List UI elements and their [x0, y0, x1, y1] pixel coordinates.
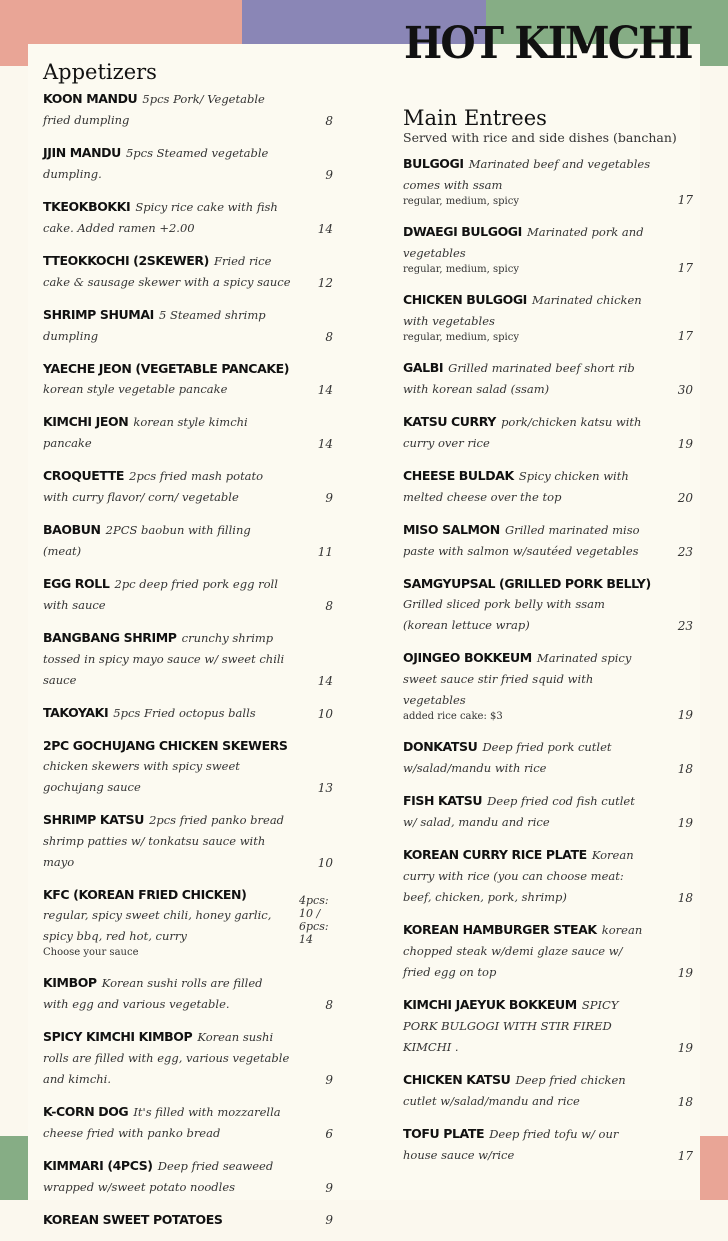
menu-item-price: 8	[325, 998, 333, 1012]
menu-item-text	[43, 465, 291, 507]
menu-item-name: DONKATSU	[403, 739, 478, 754]
menu-item-name: KOREAN SWEET POTATOES	[43, 1212, 223, 1227]
menu-item-text	[403, 994, 651, 1057]
menu-item-text	[43, 573, 291, 615]
menu-item-price: 19	[677, 966, 693, 980]
menu-item-name: DWAEGI BULGOGI	[403, 224, 522, 239]
menu-item	[43, 465, 333, 507]
menu-item-text	[403, 465, 651, 507]
restaurant-title: HOT KIMCHI	[404, 18, 692, 69]
menu-item	[43, 972, 333, 1014]
menu-item-name: TKEOKBOKKI	[43, 199, 131, 214]
menu-item-text	[43, 304, 291, 346]
menu-item-name: KIMCHI JEON	[43, 414, 129, 429]
entrees-subheading: Served with rice and side dishes (banchan)	[403, 130, 677, 145]
menu-item-price: 9	[325, 1181, 333, 1195]
menu-item	[43, 809, 333, 872]
menu-item-price: 6	[325, 1127, 333, 1141]
menu-item-description: 2pcs fried mash potato with curry flavor/ corn/ vegetable	[43, 469, 264, 504]
menu-item-price: 11	[317, 545, 333, 559]
menu-item-description: Spicy rice cake with fish cake. Added ramen +2.00	[43, 200, 278, 235]
menu-item-price: 18	[677, 1095, 693, 1109]
menu-item-price: 30	[677, 383, 693, 397]
menu-item-price: 19	[677, 1041, 693, 1055]
menu-item-description: Grilled sliced pork belly with ssam (korean lettuce wrap)	[403, 597, 605, 632]
menu-item	[43, 304, 333, 346]
menu-item	[43, 411, 333, 453]
menu-item-note: regular, medium, spicy	[403, 264, 520, 275]
menu-item-text	[43, 250, 291, 292]
menu-item	[43, 627, 333, 690]
menu-item-name: BAOBUN	[43, 522, 101, 537]
menu-item-price: 18	[677, 762, 693, 776]
menu-item-name: KFC (KOREAN FRIED CHICKEN)	[43, 887, 247, 902]
menu-item	[403, 736, 693, 778]
menu-item	[43, 1209, 333, 1229]
menu-item	[403, 465, 693, 507]
menu-item-description: Marinated spicy sweet sauce stir fried squid with vegetables	[403, 651, 632, 707]
menu-item-name: KIMBOP	[43, 975, 97, 990]
menu-item-description: Korean sushi rolls are filled with egg, various vegetable and kimchi.	[43, 1030, 290, 1086]
menu-item-name: SHRIMP SHUMAI	[43, 307, 154, 322]
menu-item-text	[43, 1209, 291, 1229]
menu-item-text	[403, 1069, 651, 1111]
menu-item	[43, 1155, 333, 1197]
menu-item-price: 13	[317, 781, 333, 795]
menu-item-text	[403, 1123, 651, 1165]
menu-item	[403, 411, 693, 453]
menu-item-description: It's filled with mozzarella cheese fried with panko bread	[43, 1105, 281, 1140]
menu-item-price: 17	[677, 193, 693, 207]
menu-item	[403, 1123, 693, 1165]
entrees-column	[403, 106, 693, 1177]
menu-item-price: 19	[677, 437, 693, 451]
menu-item-price: 17	[677, 329, 693, 343]
menu-item	[403, 573, 693, 635]
menu-item-name: SAMGYUPSAL (GRILLED PORK BELLY)	[403, 576, 651, 591]
menu-item-name: CHEESE BULDAK	[403, 468, 514, 483]
menu-item-name: YAECHE JEON (VEGETABLE PANCAKE)	[43, 361, 290, 376]
menu-item-price: 14	[317, 222, 333, 236]
menu-item	[43, 702, 333, 723]
menu-item-description: 2pc deep fried pork egg roll with sauce	[43, 577, 278, 612]
menu-item-price: 19	[677, 708, 693, 722]
menu-item	[43, 1026, 333, 1089]
menu-item-price: 9	[325, 168, 333, 182]
menu-item-price: 14	[317, 383, 333, 397]
menu-item-name: BANGBANG SHRIMP	[43, 630, 177, 645]
menu-item-price: 20	[677, 491, 693, 505]
menu-item-name: K-CORN DOG	[43, 1104, 129, 1119]
menu-item-price: 9	[325, 1213, 333, 1227]
menu-item-description: korean style kimchi pancake	[43, 415, 248, 450]
menu-item-price: 23	[677, 619, 693, 633]
menu-item-name: OJINGEO BOKKEUM	[403, 650, 532, 665]
menu-item-price: 14	[317, 437, 333, 451]
appetizers-heading: Appetizers	[43, 60, 157, 84]
menu-item	[43, 573, 333, 615]
menu-item	[43, 196, 333, 238]
menu-item-text	[403, 519, 651, 561]
menu-item	[43, 1101, 333, 1143]
menu-item-text	[43, 1101, 291, 1143]
menu-item-price: 17	[677, 1149, 693, 1163]
menu-item-text	[43, 411, 291, 453]
menu-item-note: added rice cake: $3	[403, 711, 503, 722]
menu-item	[43, 735, 333, 797]
menu-item	[43, 519, 333, 561]
menu-item-description: 5pcs Pork/ Vegetable fried dumpling	[43, 92, 265, 127]
menu-item-text	[43, 1026, 291, 1089]
menu-item-description: pork/chicken katsu with curry over rice	[403, 415, 642, 450]
menu-item-description: Deep fried chicken cutlet w/salad/mandu and rice	[403, 1073, 626, 1108]
menu-item-description: Deep fried seaweed wrapped w/sweet potato noodles	[43, 1159, 274, 1194]
menu-item	[403, 357, 693, 399]
menu-item-description: 2pcs fried panko bread shrimp patties w/ tonkatsu sauce with mayo	[43, 813, 285, 869]
menu-item-name: SHRIMP KATSU	[43, 812, 144, 827]
menu-item-price: 17	[677, 261, 693, 275]
menu-item-name: FISH KATSU	[403, 793, 483, 808]
menu-item-description: regular, spicy sweet chili, honey garlic, spicy bbq, red hot, curry	[43, 908, 272, 943]
menu-item-price: 8	[325, 599, 333, 613]
menu-item	[403, 647, 693, 724]
menu-item-description: 2PCS baobun with filling (meat)	[43, 523, 251, 558]
menu-item	[43, 142, 333, 184]
menu-item-name: CHICKEN KATSU	[403, 1072, 511, 1087]
menu-item-text	[403, 411, 651, 453]
menu-item-price: 14	[317, 674, 333, 688]
menu-item-description: Korean curry with rice (you can choose meat: beef, chicken, pork, shrimp)	[403, 848, 634, 904]
menu-item-name: GALBI	[403, 360, 444, 375]
menu-item-text	[43, 1155, 291, 1197]
appetizers-column	[43, 60, 333, 1241]
menu-item-price: 8	[325, 330, 333, 344]
menu-item-description: 5 Steamed shrimp dumpling	[43, 308, 266, 343]
menu-item-price: 12	[317, 276, 333, 290]
menu-item	[403, 519, 693, 561]
menu-item-price: 18	[677, 891, 693, 905]
menu-item-description: Marinated pork and vegetables	[403, 225, 644, 260]
menu-item-description: korean style vegetable pancake	[43, 382, 228, 396]
menu-item-description: Fried rice cake & sausage skewer with a spicy sauce	[43, 254, 291, 289]
menu-item-name: MISO SALMON	[403, 522, 500, 537]
menu-item	[403, 994, 693, 1057]
menu-item-text	[403, 221, 651, 277]
menu-item-text	[43, 519, 291, 561]
menu-item-description: Deep fried cod fish cutlet w/ salad, mandu and rice	[403, 794, 635, 829]
menu-item-text	[43, 627, 291, 690]
menu-item-note: regular, medium, spicy	[403, 332, 520, 343]
menu-item-description: chicken skewers with spicy sweet gochujang sauce	[43, 759, 240, 794]
menu-item	[403, 153, 693, 209]
menu-item-price: 10	[317, 856, 333, 870]
menu-item-name: KOREAN HAMBURGER STEAK	[403, 922, 597, 937]
menu-item	[403, 844, 693, 907]
menu-item-text	[403, 844, 651, 907]
menu-item-name: SPICY KIMCHI KIMBOP	[43, 1029, 193, 1044]
menu-item-text	[403, 647, 651, 724]
menu-item-description: Grilled marinated miso paste with salmon w/sautéed vegetables	[403, 523, 640, 558]
menu-item	[43, 250, 333, 292]
menu-item-text	[403, 357, 651, 399]
menu-item-text	[403, 289, 651, 345]
menu-item-name: BULGOGI	[403, 156, 464, 171]
menu-item	[43, 358, 333, 399]
menu-item-price: 9	[325, 491, 333, 505]
menu-item-text	[43, 358, 291, 399]
entrees-list	[403, 153, 693, 1165]
menu-item-note: Choose your sauce	[43, 947, 139, 958]
menu-item-name: KIMMARI (4PCS)	[43, 1158, 153, 1173]
menu-item	[403, 289, 693, 345]
menu-item-name: TOFU PLATE	[403, 1126, 485, 1141]
menu-item	[403, 1069, 693, 1111]
menu-item	[403, 919, 693, 982]
menu-item-name: CROQUETTE	[43, 468, 125, 483]
menu-item-text	[403, 919, 651, 982]
menu-item-text	[43, 884, 291, 960]
menu-item-text	[403, 736, 651, 778]
menu-item-name: KIMCHI JAEYUK BOKKEUM	[403, 997, 577, 1012]
menu-item-description: Grilled marinated beef short rib with korean salad (ssam)	[403, 361, 635, 396]
menu-item-description: korean chopped steak w/demi glaze sauce w/ fried egg on top	[403, 923, 643, 979]
menu-item-price: 4pcs: 10 / 6pcs: 14	[299, 894, 329, 946]
menu-item-description: 5pcs Steamed vegetable dumpling.	[43, 146, 269, 181]
menu-item	[403, 790, 693, 832]
menu-item-text	[43, 972, 291, 1014]
menu-item-price: 23	[677, 545, 693, 559]
menu-item-price: 8	[325, 114, 333, 128]
menu-item-name: TTEOKKOCHI (2SKEWER)	[43, 253, 209, 268]
menu-item-text	[43, 196, 291, 238]
menu-item-text	[403, 790, 651, 832]
menu-item-price: 9	[325, 1073, 333, 1087]
menu-item-description: Korean sushi rolls are filled with egg and various vegetable.	[43, 976, 263, 1011]
menu-item-price: 19	[677, 816, 693, 830]
menu-item-text	[43, 142, 291, 184]
menu-item-description: Deep fried tofu w/ our house sauce w/rice	[403, 1127, 619, 1162]
appetizers-list	[43, 88, 333, 1229]
menu-item-description: Marinated beef and vegetables comes with ssam	[403, 157, 651, 192]
menu-item-text	[43, 88, 291, 130]
menu-item-name: JJIN MANDU	[43, 145, 121, 160]
menu-item-name: CHICKEN BULGOGI	[403, 292, 527, 307]
menu-item-name: 2PC GOCHUJANG CHICKEN SKEWERS	[43, 738, 288, 753]
menu-item-text	[43, 735, 291, 797]
menu-item-description: crunchy shrimp tossed in spicy mayo sauce w/ sweet chili sauce	[43, 631, 285, 687]
menu-item	[43, 884, 333, 960]
menu-item	[403, 221, 693, 277]
menu-item-text	[403, 153, 651, 209]
menu-item-name: TAKOYAKI	[43, 705, 109, 720]
menu-item-name: EGG ROLL	[43, 576, 110, 591]
menu-item-name: KOON MANDU	[43, 91, 138, 106]
menu-item-text	[43, 809, 291, 872]
menu-item-description: Deep fried pork cutlet w/salad/mandu with rice	[403, 740, 612, 775]
menu-item-text	[43, 702, 291, 723]
menu-item-text	[403, 573, 651, 635]
menu-item-name: KATSU CURRY	[403, 414, 496, 429]
menu-item-description: Spicy chicken with melted cheese over the top	[403, 469, 629, 504]
entrees-heading: Main Entrees	[403, 106, 547, 130]
menu-item-description: Marinated chicken with vegetables	[403, 293, 642, 328]
menu-item-price: 10	[317, 707, 333, 721]
menu-item-name: KOREAN CURRY RICE PLATE	[403, 847, 587, 862]
menu-item-description: SPICY PORK BULGOGI WITH STIR FIRED KIMCHI .	[403, 998, 619, 1054]
menu-item-note: regular, medium, spicy	[403, 196, 520, 207]
menu-item	[43, 88, 333, 130]
menu-item-description: 5pcs Fried octopus balls	[113, 706, 256, 720]
